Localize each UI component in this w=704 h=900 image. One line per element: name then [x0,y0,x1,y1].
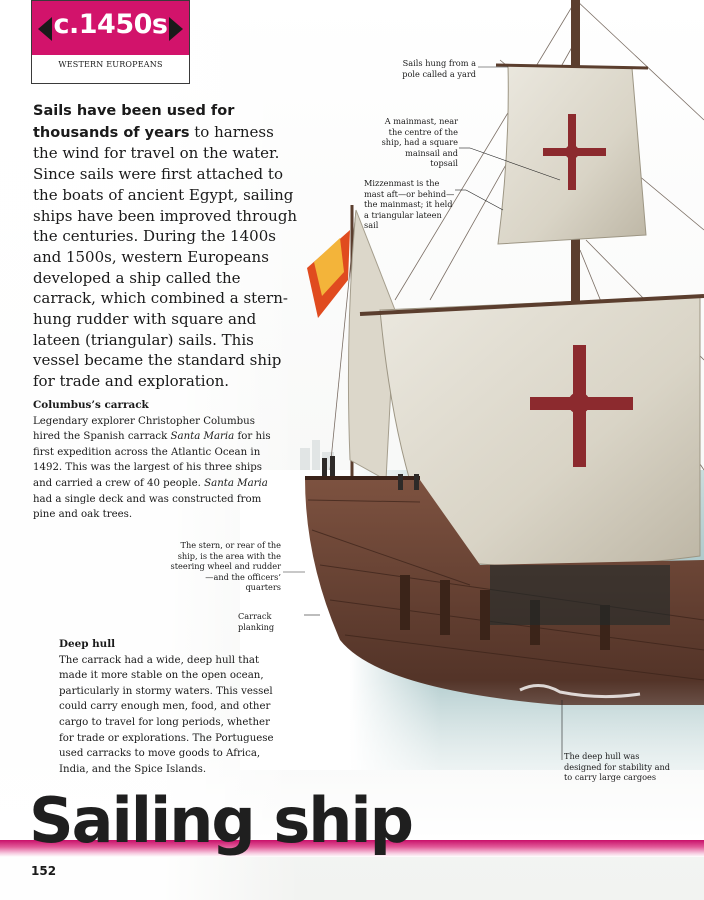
callout-mainmast: A mainmast, near the centre of the ship, had a square mainsail and topsail [381,116,458,169]
callout-stern: The stern, or rear of the ship, is the area with the steering wheel and rudder—and the officers’ quarters [170,540,281,593]
intro-lead: Sails have been used for thousands of years [33,103,235,141]
callout-mizzenmast: Mizzenmast is the mast aft—or behind—the mainmast; it held a triangular lateen sail [364,178,455,231]
columbus-ship-name-2: Santa Maria [204,477,268,489]
page-number: 152 [31,864,57,878]
intro-paragraph [33,100,298,392]
callout-planking: Carrack planking [238,611,275,632]
columbus-text-1: Legendary explorer Christopher Columbus hired the Spanish carrack [33,415,255,443]
deep-hull-section [59,637,285,777]
callout-deep-hull: The deep hull was designed for stability and to carry large cargoes [564,751,670,783]
page-title: Sailing ship [29,784,413,857]
arrow-right-icon [169,17,183,41]
columbus-text [33,414,273,523]
columbus-text-3: had a single deck and was constructed from pine and oak trees. [33,493,262,521]
date-badge [31,0,190,84]
deep-hull-heading: Deep hull [59,638,116,650]
columbus-section [33,398,273,523]
columbus-text-2: for his first expedition across the Atlantic Ocean in 1492. This was the largest of his three ships and carried a crew of 40 people. [33,431,271,489]
date-badge-header [32,1,189,55]
intro-text: to harness the wind for travel on the water. Since sails were first attached to the boats of ancient Egypt, sailing ships have been improved through the centuries. During the 1400s and 1500s, western Europeans developed a ship called the carrack, which combined a stern-hung rudder with square and lateen (triangular) sails. This vessel became the standard ship for trade and exploration. [33,122,298,391]
date-badge-subtitle: WESTERN EUROPEANS [58,60,163,69]
columbus-heading: Columbus’s carrack [33,399,149,411]
columbus-ship-name: Santa Maria [170,431,235,443]
deep-hull-text: The carrack had a wide, deep hull that made it more stable on the open ocean, particularly in stormy waters. This vessel could carry enough men, food, and other cargo to travel for long periods, whether for trade or explorations. The Portuguese used carracks to move goods to Africa, India, and the Spice Islands. [59,654,274,775]
callout-yard: Sails hung from a pole called a yard [402,58,476,79]
date-badge-year: c.1450s [53,9,168,40]
